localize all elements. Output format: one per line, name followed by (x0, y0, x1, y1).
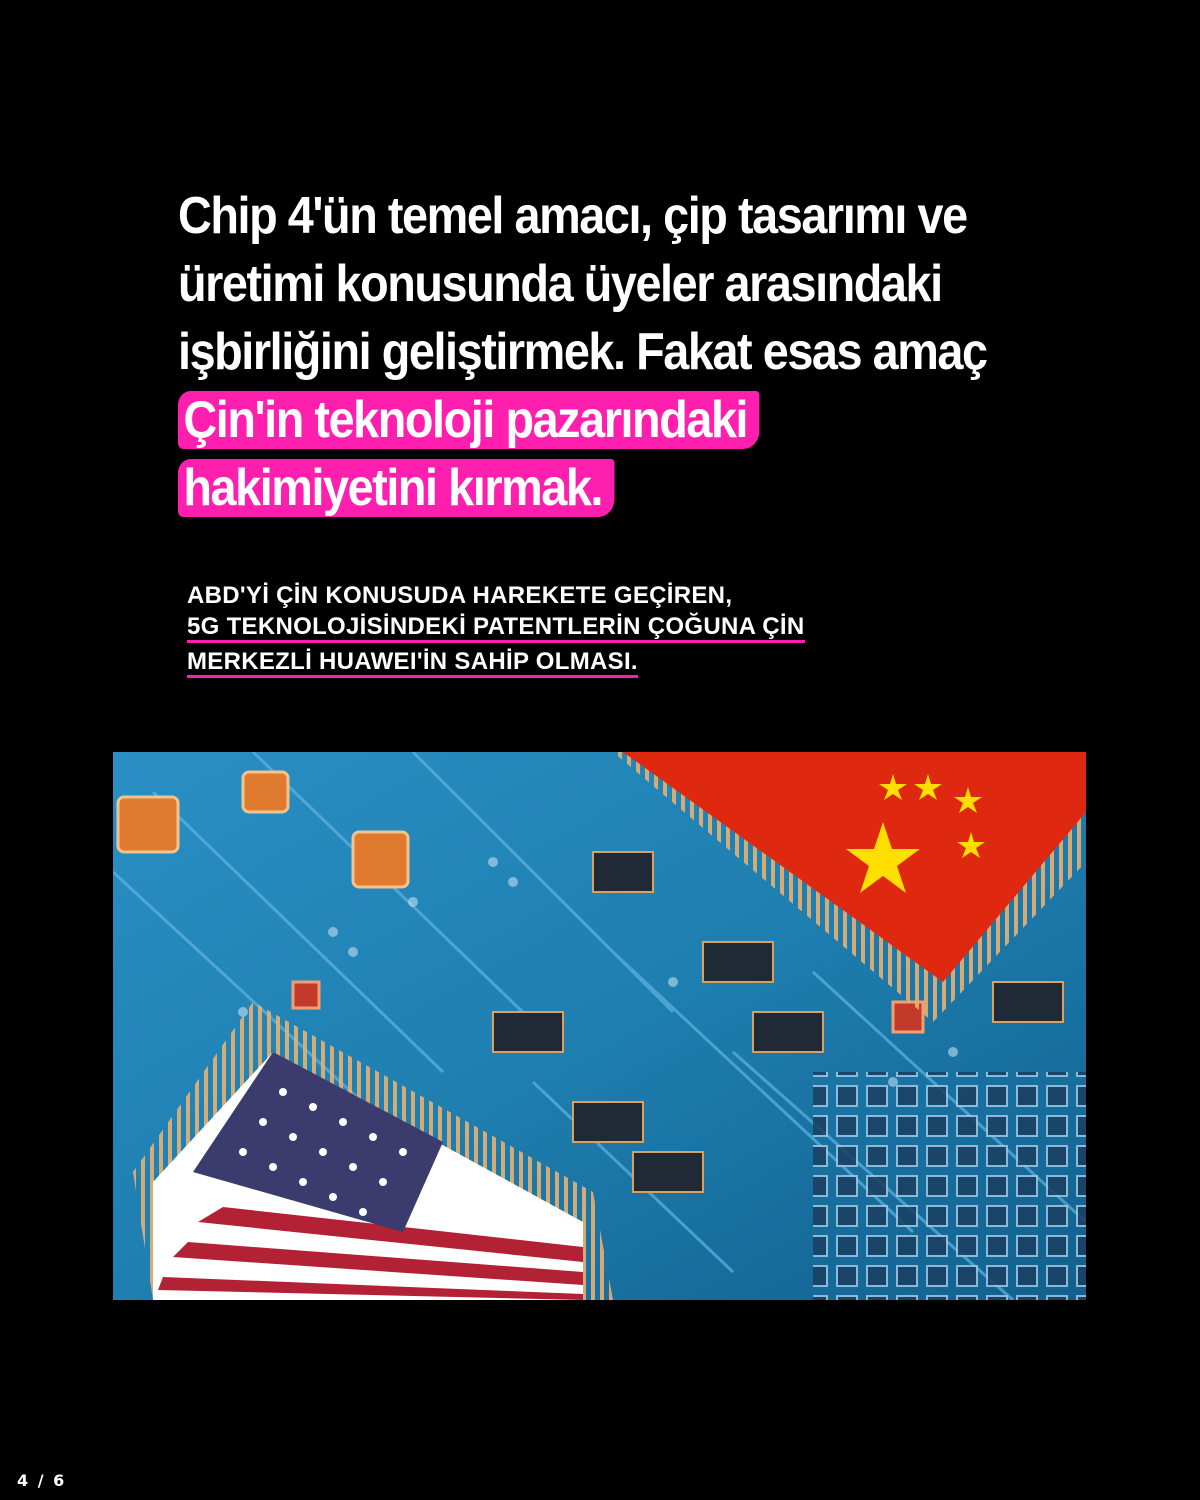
subtitle-line-1: ABD'Yİ ÇİN KONUSUDA HAREKETE GEÇİREN, (187, 582, 733, 609)
subtitle-line-3: MERKEZLİ HUAWEI'İN SAHİP OLMASI. (187, 649, 638, 678)
circuit-board-flags-image (113, 752, 1086, 1300)
headline (178, 182, 988, 522)
headline-highlight: Çin'in teknoloji pazarındaki hakimiyetini kırmak. (178, 391, 760, 517)
page-indicator: 4 / 6 (17, 1471, 67, 1490)
headline-text: Chip 4'ün temel amacı, çip tasarımı ve üretimi konusunda üyeler arasındaki işbirliğini geliştirmek. Fakat esas amaç (178, 187, 987, 381)
subtitle-line-2: 5G TEKNOLOJİSİNDEKİ PATENTLERİN ÇOĞUNA ÇİN (187, 614, 805, 643)
subtitle (187, 580, 947, 681)
